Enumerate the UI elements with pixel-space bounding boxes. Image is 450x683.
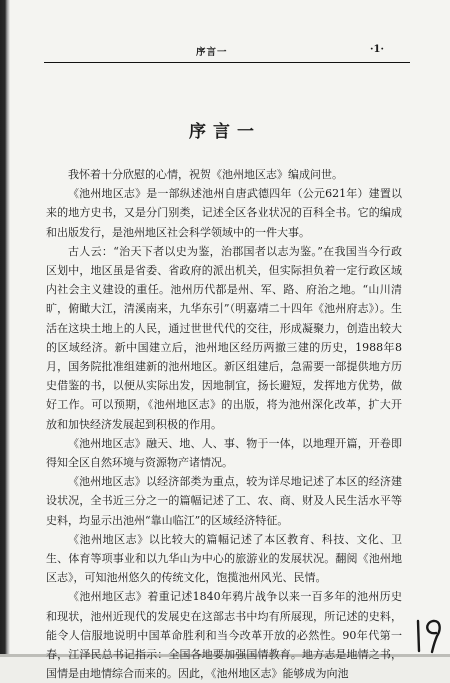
scan-binding-shadow [0,0,10,657]
paragraph-culture: 《池州地区志》以比较大的篇幅记述了本区教育、科技、文化、卫生、体育等项事业和以九华山为中心的旅游业的发展状况。翻阅《池州地区志》，可知池州悠久的传统文化，饱揽池州风光、民情。 [46,532,402,585]
paragraph-history: 古人云：“治天下者以史为鉴，治郡国者以志为鉴。”在我国当今行政区划中，地区虽是省委、省政府的派出机关，但实际担负着一定行政区域内社会主义建设的重任。池州历代都是州、军、路、府治之地。“山川清旷，俯瞰大江，清溪南来，九华东引”（明嘉靖二十四年《池州府志》）。生活在这块土地上的人民，通过世世代代的交往，形成凝聚力，创造出较大的区域经济。新中国建立后，池州地区经历两撤三建的历史，1988年8月，国务院批准组建新的池州地区。新区组建后，急需要一部提供地方历史借鉴的书，以便从实际出发，因地制宜，扬长避短，发挥地方优势，做好工作。可以预期，《池州地区志》的出版，将为池州深化改革，扩大开放和加快经济发展起到积极的作用。 [46,244,402,431]
chapter-title: 序言一 [189,122,261,142]
paragraph-overview: 《池州地区志》是一部纵述池州自唐武德四年（公元621年）建置以来的地方史书，又是分门别类，记述全区各业状况的百科全书。它的编成和出版发行，是池州地区社会科学领域中的一件大事。 [46,187,402,239]
handwritten-page-mark [412,617,444,655]
paragraph-modern-history: 《池州地区志》着重记述1840年鸦片战争以来一百多年的池州历史和现状，池州近现代的发展史在这部志书中均有所展现，所记述的史料，能令人信服地说明中国革命胜利和当今改革开放的必然性。90年代第一春，江泽民总书记指示：全国各地要加强国情教育。地方志是地情之书，国情是由地情综合而来的。因此，《池州地区志》能够成为向池 [46,590,402,681]
header-rule [44,62,410,63]
running-header [0,44,450,60]
running-header-title: 序言一 [196,47,228,58]
paragraph-geography: 《池州地区志》融天、地、人、事、物于一体，以地理开篇，开卷即得知全区自然环境与资源物产诸情况。 [46,436,402,470]
page-number: ·1· [370,44,384,55]
body-text [46,165,402,683]
paragraph-economy: 《池州地区志》以经济部类为重点，较为详尽地记述了本区的经济建设状况，全书近三分之一的篇幅记述了工、农、商、财及人民生活水平等史料，均显示出池州“靠山临江”的区域经济特征。 [46,475,402,527]
paragraph-congratulation: 我怀着十分欣慰的心情，祝贺《池州地区志》编成问世。 [68,168,343,181]
